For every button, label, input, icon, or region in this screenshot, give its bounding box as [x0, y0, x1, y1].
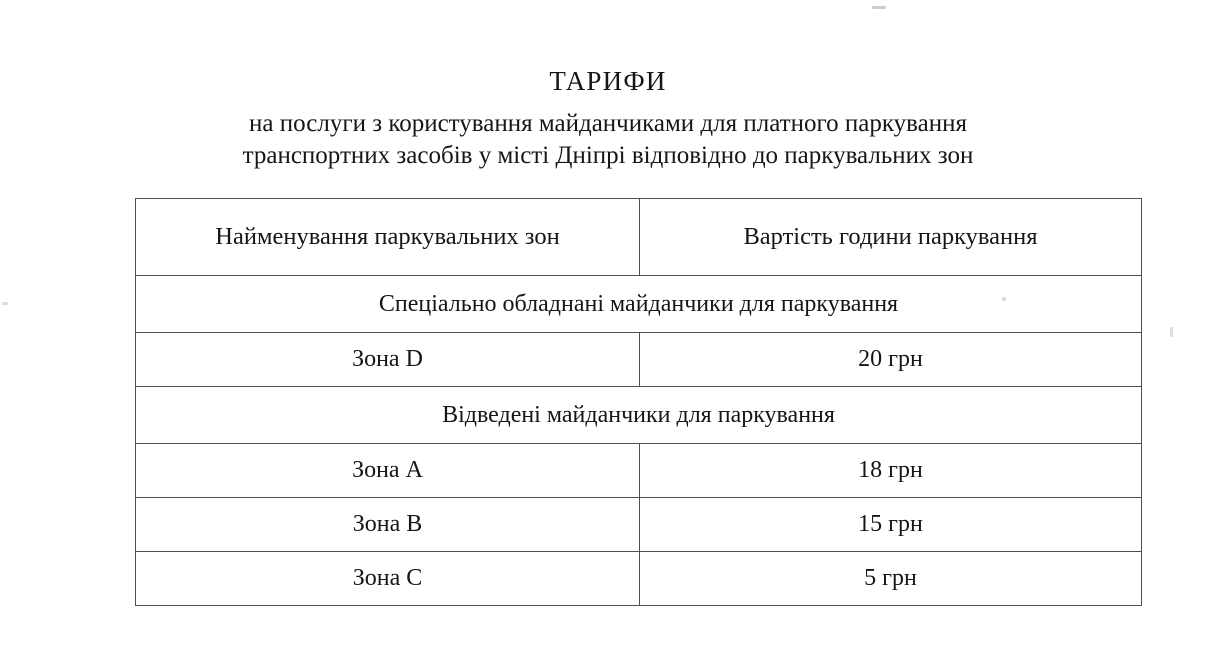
cell-price: 18 грн: [640, 444, 1142, 498]
page-subtitle: [0, 108, 1216, 172]
table-section-row: [136, 276, 1142, 333]
column-header-zone: Найменування паркувальних зон: [136, 199, 640, 276]
table-header-row: [136, 199, 1142, 276]
table-row: [136, 498, 1142, 552]
page-subtitle-line-2: транспортних засобів у місті Дніпрі відповідно до паркувальних зон: [242, 142, 974, 169]
page-subtitle-line-1: на послуги з користування майданчиками для платного паркування: [249, 110, 967, 137]
scan-artifact-icon: [1170, 327, 1173, 337]
section-title-special: Спеціально обладнані майданчики для паркування: [136, 276, 1142, 333]
table-section-row: [136, 387, 1142, 444]
cell-zone: Зона C: [136, 552, 640, 606]
cell-price: 20 грн: [640, 333, 1142, 387]
section-title-allocated: Відведені майданчики для паркування: [136, 387, 1142, 444]
tariff-table: [135, 198, 1142, 606]
cell-zone: Зона D: [136, 333, 640, 387]
column-header-price: Вартість години паркування: [640, 199, 1142, 276]
page-title: ТАРИФИ: [549, 66, 667, 96]
table-row: [136, 444, 1142, 498]
table-row: [136, 333, 1142, 387]
scan-artifact-icon: [2, 302, 8, 305]
cell-price: 15 грн: [640, 498, 1142, 552]
table-row: [136, 552, 1142, 606]
cell-zone: Зона A: [136, 444, 640, 498]
cell-price: 5 грн: [640, 552, 1142, 606]
scan-artifact-icon: [872, 6, 886, 9]
cell-zone: Зона B: [136, 498, 640, 552]
